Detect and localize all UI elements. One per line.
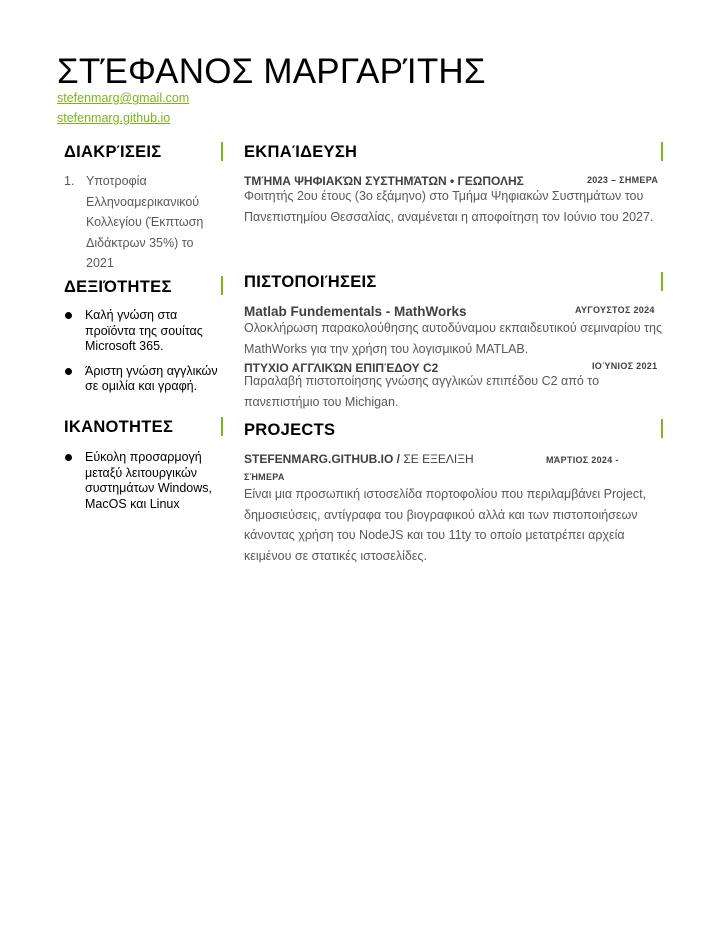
- ability-text: Εύκολη προσαρμογή μεταξύ λειτουργικών συστημάτων Windows, MacOS και Linux: [85, 450, 213, 511]
- skills-accent-bar: [221, 276, 223, 295]
- list-item: [64, 364, 224, 395]
- awards-heading: ΔΙΑΚΡΊΣΕΙΣ: [64, 143, 162, 161]
- abilities-heading: ΙΚΑΝΟΤΗΤΕΣ: [64, 418, 174, 436]
- projects-accent-bar: [661, 419, 663, 438]
- project-status: ΣΕ ΕΞΕΛΙΞΗ: [400, 452, 474, 466]
- list-item: [64, 171, 224, 274]
- abilities-accent-bar: [221, 417, 223, 436]
- certification-entry-title: ΠΤΥΧΙΟ ΑΓΓΛΙΚΏΝ ΕΠΙΠΈΔΟΥ C2: [244, 361, 439, 375]
- awards-accent-bar: [221, 142, 223, 161]
- website-link[interactable]: stefenmarg.github.io: [57, 111, 171, 125]
- project-entry-date: ΜΆΡΤΙΟΣ 2024 -: [546, 455, 619, 465]
- project-name: STEFENMARG.GITHUB.IO /: [244, 452, 400, 466]
- awards-list: [64, 171, 224, 274]
- skills-heading: ΔΕΞΙΌΤΗΤΕΣ: [64, 278, 172, 296]
- skill-text: Καλή γνώση στα προϊόντα της σουίτας Microsoft 365.: [85, 308, 203, 353]
- bullet-icon: [65, 454, 72, 461]
- project-entry-title: [244, 452, 474, 466]
- email-link[interactable]: stefenmarg@gmail.com: [57, 91, 190, 105]
- education-entry-date: 2023 – ΣΗΜΕΡΑ: [587, 175, 659, 185]
- education-accent-bar: [661, 142, 663, 161]
- list-number: 1.: [64, 174, 75, 188]
- certification-entry-date: ΙΟΎΝΙΟΣ 2021: [592, 361, 658, 371]
- project-entry-description: Είναι μια προσωπική ιστοσελίδα πορτοφολίου που περιλαμβάνει Project, δημοσιεύσεις, αντίγραφα του βιογραφικού αλλά και των πιστοποιήσεων κάνοντας χρήση του NodeJS και του 11ty το οποίο μετατρέπει αρχεία κειμένου σε στατικές ιστοσελίδες.: [244, 487, 647, 563]
- abilities-list: [64, 450, 224, 521]
- certifications-accent-bar: [661, 272, 663, 291]
- certification-entry-description: Παραλαβή πιστοποίησης γνώσης αγγλικών επιπέδου C2 από το πανεπιστήμιο του Michigan.: [244, 374, 600, 409]
- certification-entry-title: Matlab Fundementals - MathWorks: [244, 304, 467, 319]
- skill-text: Άριστη γνώση αγγλικών σε ομιλία και γραφή.: [85, 363, 218, 393]
- education-entry-title: ΤΜΉΜΑ ΨΗΦΙΑΚΏΝ ΣΥΣΤΗΜΆΤΩΝ • ΓΕΩΠΟΛΗΣ: [244, 174, 524, 188]
- resume-name: ΣΤΈΦΑΝΟΣ ΜΑΡΓΑΡΊΤΗΣ: [57, 52, 486, 91]
- award-text: Υποτροφία Ελληνοαμερικανικού Κολλεγίου (Έκπτωση Διδάκτρων 35%) το 2021: [86, 174, 204, 270]
- projects-heading: PROJECTS: [244, 421, 336, 439]
- project-entry-date-continued: ΣΉΜΕΡΑ: [244, 472, 285, 482]
- bullet-icon: [65, 312, 72, 319]
- list-item: [64, 450, 224, 512]
- skills-list: [64, 308, 224, 404]
- education-entry-description: Φοιτητής 2ου έτους (3ο εξάμηνο) στο Τμήμα Ψηφιακών Συστημάτων του Πανεπιστημίου Θεσσαλίας, αναμένεται η αποφοίτηση τον Ιούνιο του 2027.: [244, 189, 654, 224]
- certification-entry-date: ΑΥΓΟΥΣΤΟΣ 2024: [575, 305, 655, 315]
- education-heading: ΕΚΠΑΊΔΕΥΣΗ: [244, 143, 358, 161]
- certification-entry-description: Ολοκλήρωση παρακολούθησης αυτοδύναμου εκπαιδευτικού σεμιναρίου της MathWorks για την χρήση του λογισμικού MATLAB.: [244, 321, 662, 356]
- certifications-heading: ΠΙΣΤΟΠΟΙΉΣΕΙΣ: [244, 273, 377, 291]
- bullet-icon: [65, 368, 72, 375]
- list-item: [64, 308, 224, 355]
